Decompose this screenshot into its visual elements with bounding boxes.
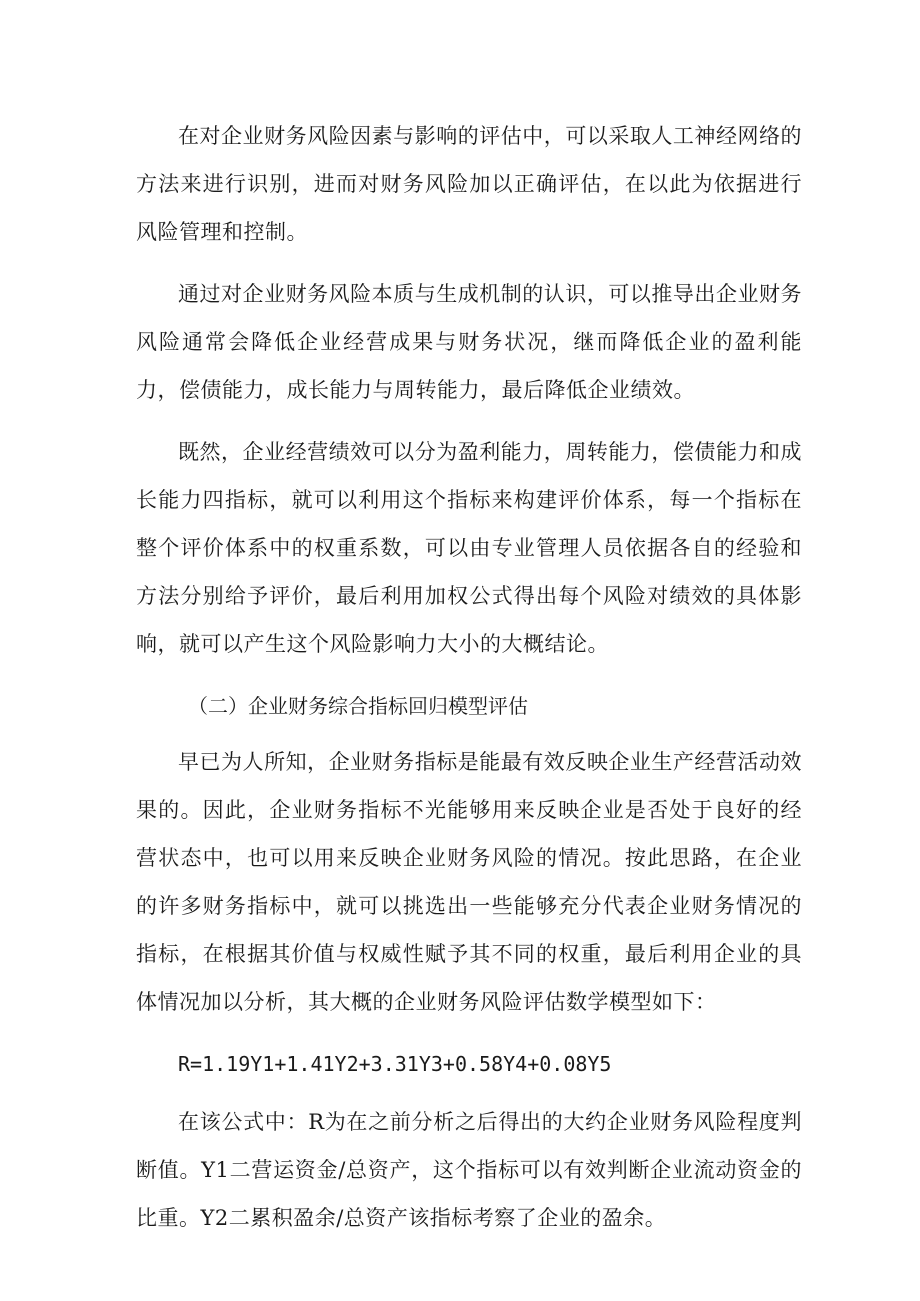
paragraph-regression-intro: 早已为人所知，企业财务指标是能最有效反映企业生产经营活动效果的。因此，企业财务指标不光能够用来反映企业是否处于良好的经营状态中，也可以用来反映企业财务风险的情况。按此思路，在企业的许多财务指标中，就可以挑选出一些能够充分代表企业财务情况的指标，在根据其价值与权威性赋予其不同的权重，最后利用企业的具体情况加以分析，其大概的企业财务风险评估数学模型如下： xyxy=(136,750,802,1014)
paragraph-risk-mechanism: 通过对企业财务风险本质与生成机制的认识，可以推导出企业财务风险通常会降低企业经营成果与财务状况，继而降低企业的盈利能力，偿债能力，成长能力与周转能力，最后降低企业绩效。 xyxy=(136,282,802,402)
paragraph-performance-indicators: 既然，企业经营绩效可以分为盈利能力，周转能力，偿债能力和成长能力四指标，就可以利用这个指标来构建评价体系，每一个指标在整个评价体系中的权重系数，可以由专业管理人员依据各自的经验和方法分别给予评价，最后利用加权公式得出每个风险对绩效的具体影响，就可以产生这个风险影响力大小的大概结论。 xyxy=(136,440,802,656)
section-heading: （二）企业财务综合指标回归模型评估 xyxy=(188,694,528,718)
paragraph-neural-network: 在对企业财务风险因素与影响的评估中，可以采取人工神经网络的方法来进行识别，进而对财务风险加以正确评估，在以此为依据进行风险管理和控制。 xyxy=(136,124,802,244)
risk-formula: R=1.19Y1+1.41Y2+3.31Y3+0.58Y4+0.08Y5 xyxy=(178,1052,612,1076)
paragraph-formula-explanation: 在该公式中：R为在之前分析之后得出的大约企业财务风险程度判断值。Y1二营运资金/总资产，这个指标可以有效判断企业流动资金的比重。Y2二累积盈余/总资产该指标考察了企业的盈余。 xyxy=(136,1110,802,1230)
